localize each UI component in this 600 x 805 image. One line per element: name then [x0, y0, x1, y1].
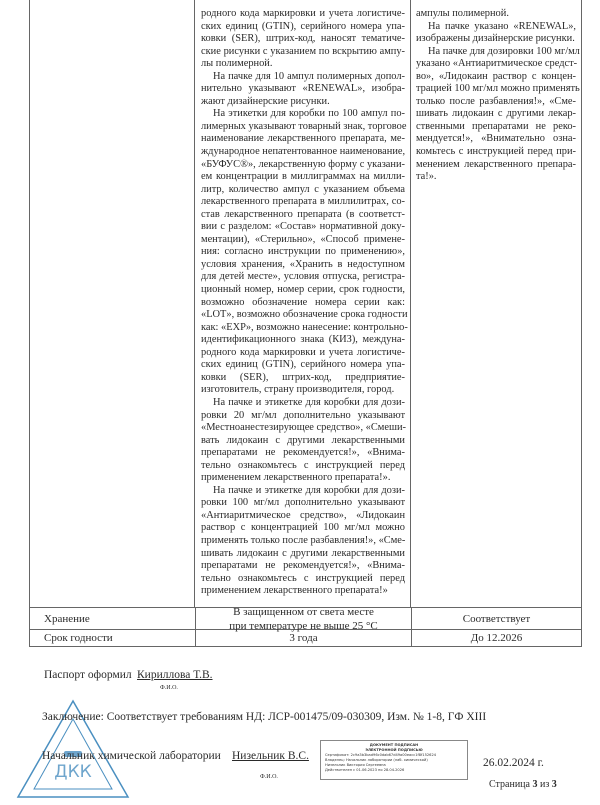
text-line: условия хранения, «Хранить в недоступном: [201, 258, 405, 270]
text-line: ских единиц (GTIN), серийного номера упа-: [201, 20, 405, 32]
text-line: вии с разделом: «Состав» нормативной доку-: [201, 221, 405, 233]
table-row-shelf-life: [29, 630, 582, 647]
requirement-line: В защищенном от света месте: [233, 605, 374, 618]
text-line: указано «Антиаритмическое средст-: [416, 58, 578, 70]
text-line: комьтесь с инструкцией перед при-: [416, 146, 576, 158]
page-total: 3: [551, 779, 557, 790]
text-line: На пачке и этикетке для коробки для дози-: [213, 484, 405, 496]
prepared-by-name: Кириллова Т.В.: [137, 669, 213, 681]
document-date: 26.02.2024 г.: [483, 757, 544, 769]
text-line: ровки 20 мг/мл дополнительно указывают: [201, 409, 405, 421]
text-line: На пачке и этикетке для коробки для дози-: [213, 396, 405, 408]
row-requirement: 3 года: [195, 630, 411, 646]
packaging-text-result: [416, 8, 580, 184]
text-line: литр, количество ампул с указанием объема: [201, 183, 405, 195]
row-result: До 12.2026: [411, 630, 581, 646]
head-of-lab-name: Низельник В.С.: [232, 750, 309, 762]
text-line: На пачке для дозировки 100 мг/мл: [428, 45, 580, 57]
column-divider: [194, 0, 195, 607]
text-line: наименование лекарственного препарата, ме-: [201, 133, 405, 145]
text-line: нительно указывают «RENEWAL», изобра-: [201, 83, 405, 95]
signature-owner-name: Низельник Виктория Сергеевна: [325, 763, 386, 767]
text-line: менением лекарственного препара-: [416, 158, 576, 170]
text-line: ния: согласно инструкции по применению»,: [201, 246, 405, 258]
page-number: [489, 779, 557, 790]
text-line: препаратами не рекомендуется!», «Внима-: [201, 447, 405, 459]
conclusion-text: Заключение: Соответствует требованиям НД: ЛСР-001475/09-030309, Изм. № 1-8, ГФ XIII: [42, 711, 487, 723]
text-line: тельно ознакомьтесь с инструкцией перед: [201, 459, 405, 471]
text-line: став лекарственного препарата (в соответст-: [201, 208, 405, 220]
text-line: На пачке указано «RENEWAL»,: [428, 20, 576, 32]
text-line: вать лидокаин с другими лекарственными: [201, 434, 405, 446]
text-line: трацией 100 мг/мл можно применять: [416, 83, 580, 95]
row-name: Хранение: [44, 612, 90, 625]
text-line: лекарственного препарата в миллилитрах, со-: [201, 196, 405, 208]
prepared-by-label: Паспорт оформил: [44, 669, 132, 681]
signature-validity: Действителен с 01.06.2023 по 28.04.2026: [325, 768, 405, 772]
text-line: раствор с концентрацией 100 мг/мл можно: [201, 522, 405, 534]
signature-certificate: Сертификат: 2c9a3b3bad96c0dab67d49a00eacc1f8f152624: [325, 753, 437, 757]
text-line: ждународное непатентованное наименование,: [201, 146, 406, 158]
signature-title: ЭЛЕКТРОННОЙ ПОДПИСЬЮ: [365, 748, 423, 752]
text-line: ционный номер, номер серии, срок годности,: [201, 284, 405, 296]
table-row-storage: [29, 607, 582, 630]
page-mid: из: [537, 779, 552, 790]
text-line: применением лекарственного препарата!».: [201, 472, 391, 484]
signature-owner: Владелец: Начальник лаборатории (лаб. химической): [325, 758, 428, 762]
text-line: «LOT», возможно обозначение срока годности: [201, 309, 408, 321]
text-line: для детей месте», условия отпуска, регистра-: [201, 271, 405, 283]
text-line: «Антиаритмическое средство», «Лидокаин: [201, 509, 405, 521]
text-line: применением лекарственного препарата!»: [201, 585, 388, 597]
text-line: во», «Лидокаин раствор с концен-: [416, 70, 576, 82]
text-line: ем концентрации в миллиграммах на милли-: [201, 171, 405, 183]
row-name: Срок годности: [44, 632, 113, 644]
requirement-line: при температуре не выше 25 °С: [229, 619, 378, 632]
packaging-text-requirement: [201, 8, 408, 598]
text-line: тельно ознакомьтесь с инструкцией перед: [201, 572, 405, 584]
fio-label: Ф.И.О.: [260, 774, 278, 780]
text-line: шивать лидокаин с другими лекар-: [416, 108, 576, 120]
text-line: родного кода маркировки и учета логистиче-: [201, 8, 405, 19]
text-line: как: «EXP», возможно нанесение: контрольно-: [201, 321, 408, 333]
text-line: применять только после разбавления!», «Сме-: [201, 534, 406, 546]
column-divider: [410, 0, 411, 607]
text-line: возможно обозначение номера серии как:: [201, 296, 405, 308]
text-line: препаратами не рекомендуется!», «Внима-: [201, 560, 405, 572]
text-line: лимерных указывают товарный знак, торговое: [201, 120, 407, 132]
text-line: «БУФУС®», лекарственную форму с указани-: [201, 158, 405, 170]
head-of-lab-label: Начальник химической лаборатории: [42, 750, 221, 762]
text-line: ственными препаратами не реко-: [416, 120, 576, 132]
page-current: 3: [532, 779, 538, 790]
text-line: ских единиц (GTIN), серийного номера упа-: [201, 359, 405, 371]
text-line: изготовитель, страну производителя, город.: [201, 384, 395, 396]
electronic-signature-box: [320, 740, 468, 780]
text-line: только после разбавления!», «Сме-: [416, 95, 576, 107]
text-line: шивать лидокаин с другими лекарственными: [201, 547, 405, 559]
text-line: ампулы полимерной.: [416, 8, 509, 19]
text-line: та!».: [416, 171, 437, 183]
text-line: изображены дизайнерские рисунки.: [416, 33, 575, 45]
row-result: Соответствует: [411, 608, 581, 629]
text-line: жают дизайнерские рисунки.: [201, 95, 330, 107]
text-line: На пачке для 10 ампул полимерных допол-: [213, 70, 405, 82]
signature-title: ДОКУМЕНТ ПОДПИСАН: [369, 743, 419, 747]
text-line: «Местноанестезирующее средство», «Смеши-: [201, 422, 406, 434]
text-line: ские рисунки с указанием по вскрытию ампу-: [201, 45, 405, 57]
text-line: ровки 100 мг/мл дополнительно указывают: [201, 497, 405, 509]
stamp-text: ДКК: [54, 762, 92, 782]
text-line: ковки (SER), штрих-код, наносят тематиче-: [201, 33, 405, 45]
fio-label: Ф.И.О.: [160, 685, 178, 691]
text-line: ковки (SER), штрих-код, предприятие-: [201, 371, 405, 383]
row-requirement: [195, 605, 411, 632]
text-line: На этикетки для коробки по 100 ампул по-: [213, 108, 405, 120]
text-line: лы полимерной.: [201, 58, 273, 70]
text-line: ментации), «Стерильно», «Способ примене-: [201, 233, 405, 245]
text-line: мендуется!», «Внимательно озна-: [416, 133, 576, 145]
text-line: идентификационного знака (КИЗ), междуна-: [201, 334, 405, 346]
text-line: родного кода маркировки и учета логистиче-: [201, 346, 405, 358]
page-prefix: Страница: [489, 779, 533, 790]
